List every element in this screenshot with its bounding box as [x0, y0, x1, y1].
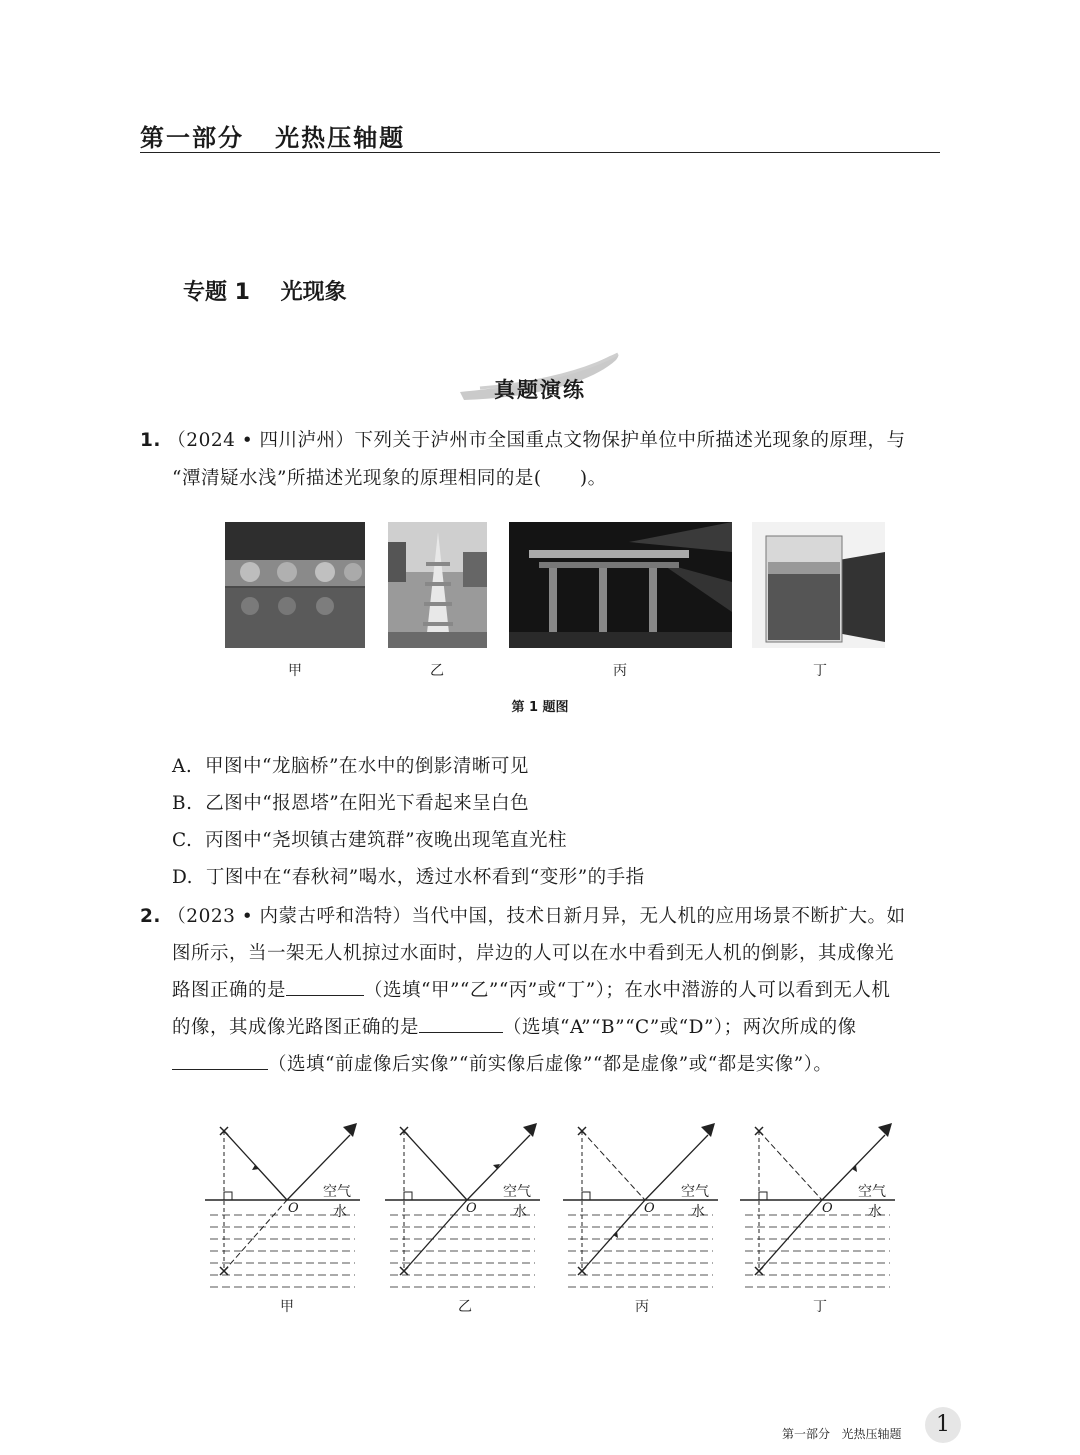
- photo-label-jia: 甲: [288, 663, 302, 679]
- figure-1-caption: 第 1 题图: [511, 700, 569, 715]
- question-2-line-4: 的像，其成像光路图正确的是 （选填“A”“B”“C”或“D”）；两次所成的像: [172, 1013, 857, 1039]
- question-2-line-1: 2. （2023 • 内蒙古呼和浩特）当代中国，技术日新月异，无人机的应用场景不断扩大。如: [140, 906, 906, 927]
- header-divider: [140, 152, 940, 153]
- option-b: B. 乙图中“报恩塔”在阳光下看起来呈白色: [172, 793, 530, 814]
- answer-blank-3[interactable]: [172, 1051, 268, 1070]
- question-2-number: 2.: [140, 906, 161, 927]
- topic-title: 专题 1 光现象: [183, 280, 347, 305]
- diagram-yi-water-label: 水: [513, 1204, 527, 1220]
- answer-blank-1[interactable]: [286, 977, 364, 996]
- answer-blank-2[interactable]: [419, 1014, 503, 1033]
- question-1-number: 1.: [140, 430, 161, 451]
- question-2-line-5: （选填“前虚像后实像”“前实像后虚像”“都是虚像”或“都是实像”）。: [172, 1050, 832, 1076]
- photo-glass-of-water: [752, 522, 885, 648]
- diagram-jia-water-label: 水: [333, 1204, 347, 1220]
- diagram-ding-point-o: O: [822, 1201, 833, 1216]
- diagram-bing-point-o: O: [644, 1201, 655, 1216]
- question-2-line-2: 图所示，当一架无人机掠过水面时，岸边的人可以在水中看到无人机的倒影，其成像光: [172, 943, 895, 964]
- diagram-ding-water-label: 水: [868, 1204, 882, 1220]
- question-2-line-3: 路图正确的是 （选填“甲”“乙”“丙”或“丁”）；在水中潜游的人可以看到无人机: [172, 976, 890, 1002]
- diagram-yi-point-o: O: [466, 1201, 477, 1216]
- part-title: 第一部分 光热压轴题: [140, 123, 406, 152]
- option-c: C. 丙图中“尧坝镇古建筑群”夜晚出现笔直光柱: [172, 830, 568, 851]
- diagram-label-bing: 丙: [635, 1299, 649, 1315]
- diagram-bing-water-label: 水: [691, 1204, 705, 1220]
- diagram-yi-air-label: 空气: [503, 1184, 531, 1200]
- question-1-line-1: 1. （2024 • 四川泸州）下列关于泸州市全国重点文物保护单位中所描述光现象的原理，与: [140, 430, 906, 451]
- diagram-label-ding: 丁: [813, 1299, 827, 1315]
- diagram-jia-air-label: 空气: [323, 1184, 351, 1200]
- diagram-label-yi: 乙: [458, 1299, 472, 1315]
- question-1-line-2: “潭清疑水浅”所描述光现象的原理相同的是( )。: [172, 468, 607, 489]
- photo-label-ding: 丁: [813, 663, 827, 679]
- photo-yaoba-buildings: [509, 522, 732, 648]
- photo-longnao-bridge: [225, 522, 365, 648]
- diagram-ding-air-label: 空气: [858, 1184, 886, 1200]
- diagram-bing-air-label: 空气: [681, 1184, 709, 1200]
- page-number: 1: [925, 1407, 961, 1443]
- diagram-label-jia: 甲: [280, 1299, 294, 1315]
- option-d: D. 丁图中在“春秋祠”喝水，透过水杯看到“变形”的手指: [172, 867, 645, 888]
- photo-baoen-pagoda: [388, 522, 487, 648]
- section-title: 真题演练: [494, 378, 586, 402]
- option-a: A. 甲图中“龙脑桥”在水中的倒影清晰可见: [172, 756, 529, 777]
- photo-label-yi: 乙: [430, 663, 444, 679]
- diagram-jia-point-o: O: [288, 1201, 299, 1216]
- footer-running-title: 第一部分 光热压轴题: [782, 1427, 902, 1441]
- photo-label-bing: 丙: [613, 663, 627, 679]
